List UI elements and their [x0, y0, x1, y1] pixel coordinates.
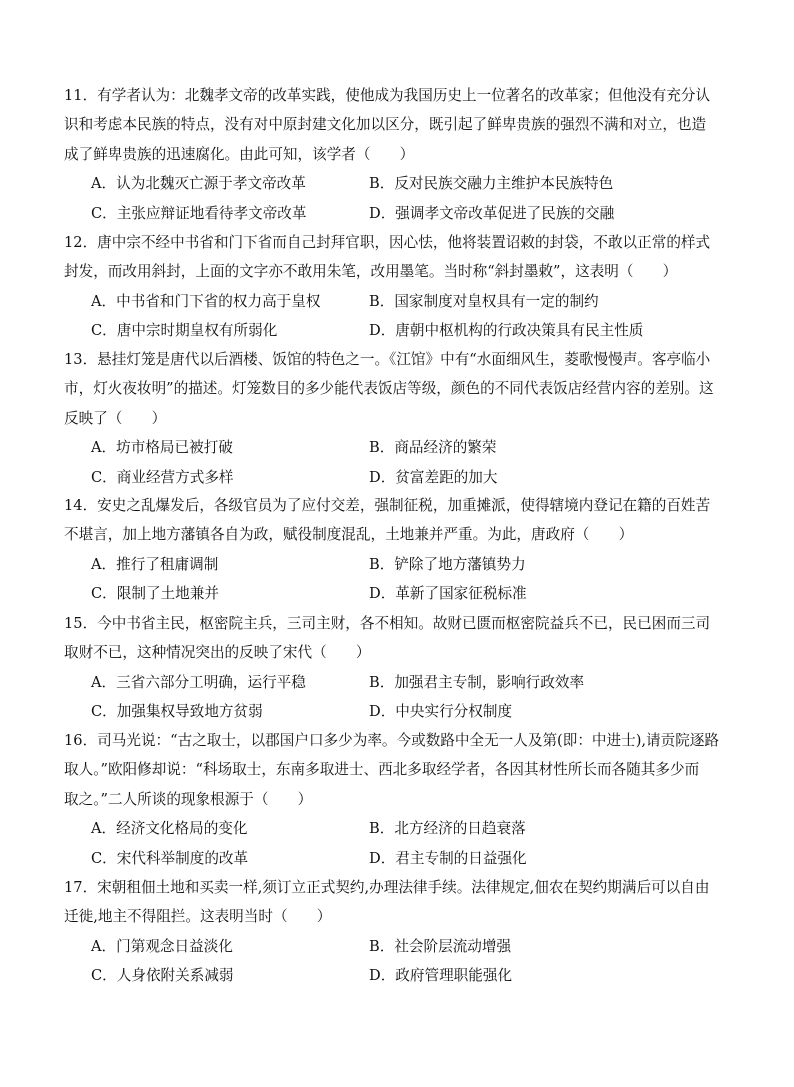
option-c: C．人身依附关系减弱	[91, 967, 234, 985]
question-stem	[64, 726, 736, 814]
stem-line: 封发，而改用斜封，上面的文字亦不敢用朱笔，改用墨笔。当时称“斜封墨敕”，这表明（ ）	[64, 263, 678, 281]
option-a: A．坊市格局已被打破	[91, 439, 233, 457]
option-c: C．主张应辩证地看待孝文帝改革	[91, 204, 307, 222]
question-stem	[64, 345, 736, 433]
options	[64, 932, 736, 991]
stem-line: 市，灯火夜妆明”的描述。灯笼数目的多少能代表饭店等级，颜色的不同代表饭店经营内容的差别。这	[64, 380, 714, 398]
options	[64, 169, 736, 228]
option-d: D．君主专制的日益强化	[369, 849, 527, 867]
stem-line: 13．悬挂灯笼是唐代以后酒楼、饭馆的特色之一。《江馆》中有“水面细风生，菱歌慢慢声。客亭临小	[64, 351, 711, 368]
option-b: B．加强君主专制，影响行政效率	[369, 673, 585, 691]
option-a: A．中书省和门下省的权力高于皇权	[91, 292, 321, 310]
option-a: A．认为北魏灭亡源于孝文帝改革	[91, 175, 306, 193]
stem-line: 14．安史之乱爆发后，各级官员为了应付交差，强制征税，加重摊派，使得辖境内登记在籍的百姓苦	[64, 497, 711, 514]
option-c: C．商业经营方式多样	[91, 468, 234, 486]
option-d: D．强调孝文帝改革促进了民族的交融	[369, 204, 615, 222]
option-d: D．贫富差距的加大	[369, 468, 498, 486]
options	[64, 287, 736, 346]
option-b: B．社会阶层流动增强	[369, 937, 512, 955]
options	[64, 814, 736, 873]
question-14	[64, 491, 736, 609]
question-16	[64, 726, 736, 873]
stem-line: 成了鲜卑贵族的迅速腐化。由此可知，该学者（ ）	[64, 145, 415, 163]
question-12	[64, 228, 736, 346]
option-d: D．政府管理职能强化	[369, 967, 513, 985]
option-d: D．中央实行分权制度	[369, 703, 513, 721]
option-a: A．三省六部分工明确，运行平稳	[91, 673, 306, 691]
stem-line: 反映了（ ）	[64, 409, 167, 427]
stem-line: 11．有学者认为：北魏孝文帝的改革实践，使他成为我国历史上一位著名的改革家；但他没有充分认	[64, 87, 711, 104]
stem-line: 不堪言，加上地方藩镇各自为政，赋役制度混乱，土地兼并严重。为此，唐政府（ ）	[64, 526, 634, 544]
stem-line: 12．唐中宗不经中书省和门下省而自己封拜官职，因心怯，他将装置诏敕的封袋，不敢以正常的样式	[64, 234, 711, 251]
option-c: C．宋代科举制度的改革	[91, 849, 249, 867]
option-d: D．革新了国家征税标准	[369, 585, 527, 603]
option-a: A．经济文化格局的变化	[91, 820, 248, 838]
options	[64, 433, 736, 492]
option-d: D．唐朝中枢机构的行政决策具有民主性质	[369, 322, 644, 340]
option-b: B．商品经济的繁荣	[369, 439, 497, 457]
option-b: B．反对民族交融力主维护本民族特色	[369, 175, 614, 193]
option-a: A．推行了租庸调制	[91, 555, 219, 573]
stem-line: 迁徙,地主不得阻拦。这表明当时（ ）	[64, 908, 332, 926]
stem-line: 取人。”欧阳修却说：“科场取士，东南多取进士、西北多取经学者，各因其材性所长而各随其多少而	[64, 761, 700, 779]
option-b: B．北方经济的日趋衰落	[369, 820, 526, 838]
question-stem	[64, 609, 736, 668]
option-c: C．加强集权导致地方贫弱	[91, 703, 263, 721]
stem-line: 取之。”二人所谈的现象根源于（ ）	[64, 790, 313, 808]
question-11	[64, 81, 736, 228]
question-17	[64, 873, 736, 991]
stem-line: 15．今中书省主民，枢密院主兵，三司主财，各不相知。故财已匮而枢密院益兵不已，民已困而三司	[64, 615, 711, 632]
options	[64, 550, 736, 609]
question-stem	[64, 873, 736, 932]
option-c: C．唐中宗时期皇权有所弱化	[91, 322, 278, 340]
question-15	[64, 609, 736, 727]
option-b: B．铲除了地方藩镇势力	[369, 555, 526, 573]
question-13	[64, 345, 736, 492]
option-c: C．限制了土地兼并	[91, 585, 219, 603]
question-stem	[64, 81, 736, 169]
question-stem	[64, 491, 736, 550]
stem-line: 识和考虑本民族的特点，没有对中原封建文化加以区分，既引起了鲜卑贵族的强烈不满和对立，也造	[64, 116, 707, 134]
stem-line: 17．宋朝租佃土地和买卖一样,须订立正式契约,办理法律手续。法律规定,佃农在契约期满后可以自由	[64, 879, 710, 896]
stem-line: 取财不已，这种情况突出的反映了宋代（ ）	[64, 644, 371, 662]
stem-line: 16．司马光说：“古之取士，以郡国户口多少为率。今或数路中全无一人及第(即：中进士),请贡院逐路	[64, 732, 719, 749]
option-a: A．门第观念日益淡化	[91, 937, 233, 955]
option-b: B．国家制度对皇权具有一定的制约	[369, 292, 599, 310]
question-stem	[64, 228, 736, 287]
options	[64, 668, 736, 727]
